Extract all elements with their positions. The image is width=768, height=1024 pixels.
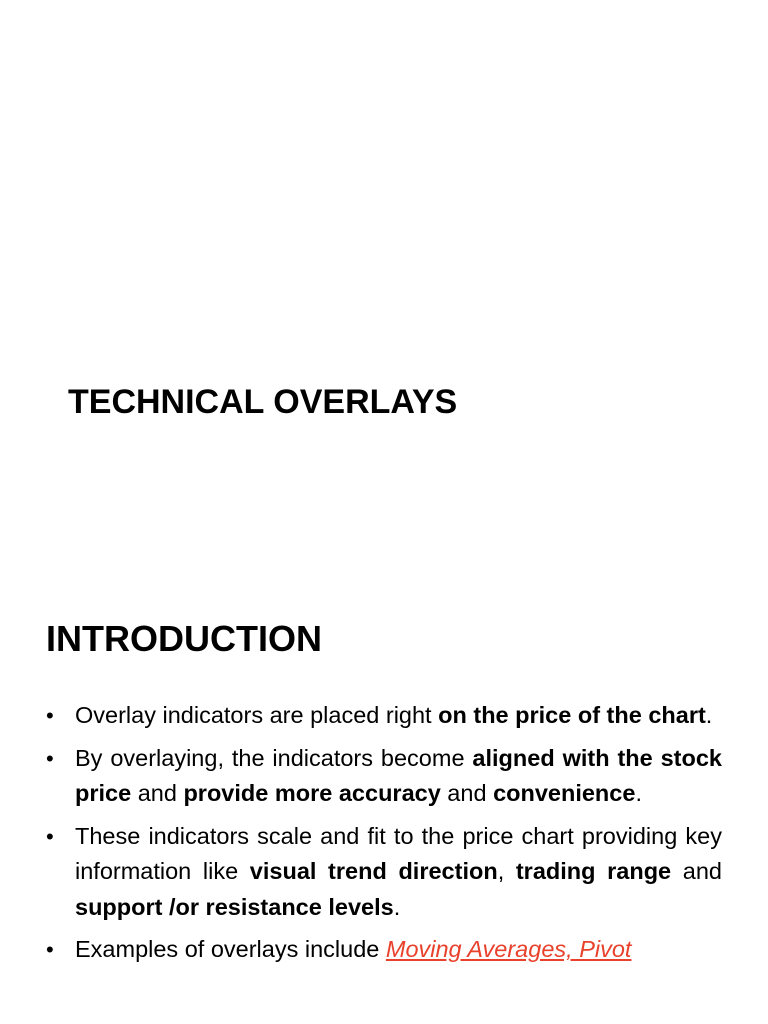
bullet-icon: • xyxy=(46,937,54,962)
bullet-item-placement xyxy=(46,698,722,734)
bullet-highlight: visual trend direction xyxy=(249,858,498,884)
example-link[interactable]: Moving Averages, Pivot xyxy=(385,936,632,962)
bullet-text: . xyxy=(393,893,401,920)
bullet-text: Overlay indicators are placed right xyxy=(75,702,439,728)
bullet-highlight: provide more accuracy xyxy=(183,780,441,806)
bullet-highlight: support /or resistance levels xyxy=(75,893,394,920)
bullet-highlight: convenience xyxy=(493,780,636,806)
bullet-text: and xyxy=(671,858,722,884)
bullet-item-alignment xyxy=(46,741,722,812)
bullet-text: and xyxy=(440,780,494,806)
slide-title: TECHNICAL OVERLAYS xyxy=(68,383,458,421)
bullet-text: , xyxy=(497,858,516,884)
bullet-text: These indicators scale and fit to the price chart providing key information like xyxy=(75,822,722,884)
bullet-text: By overlaying, the indicators become xyxy=(75,744,473,771)
bullet-item-examples xyxy=(46,932,722,968)
bullet-item-scaling xyxy=(46,819,722,926)
bullet-text: . xyxy=(705,702,713,728)
bullet-icon: • xyxy=(46,703,54,728)
bullet-text: . xyxy=(635,780,642,806)
bullet-highlight: trading range xyxy=(515,858,672,884)
bullet-icon: • xyxy=(46,823,54,849)
bullet-list xyxy=(46,698,722,975)
section-heading: INTRODUCTION xyxy=(46,618,322,659)
bullet-text: and xyxy=(131,780,184,806)
bullet-icon: • xyxy=(46,745,54,771)
bullet-highlight: on the price of the chart xyxy=(438,702,706,728)
bullet-text: Examples of overlays include xyxy=(75,936,386,962)
bullet-highlight: aligned with the stock price xyxy=(75,744,723,806)
